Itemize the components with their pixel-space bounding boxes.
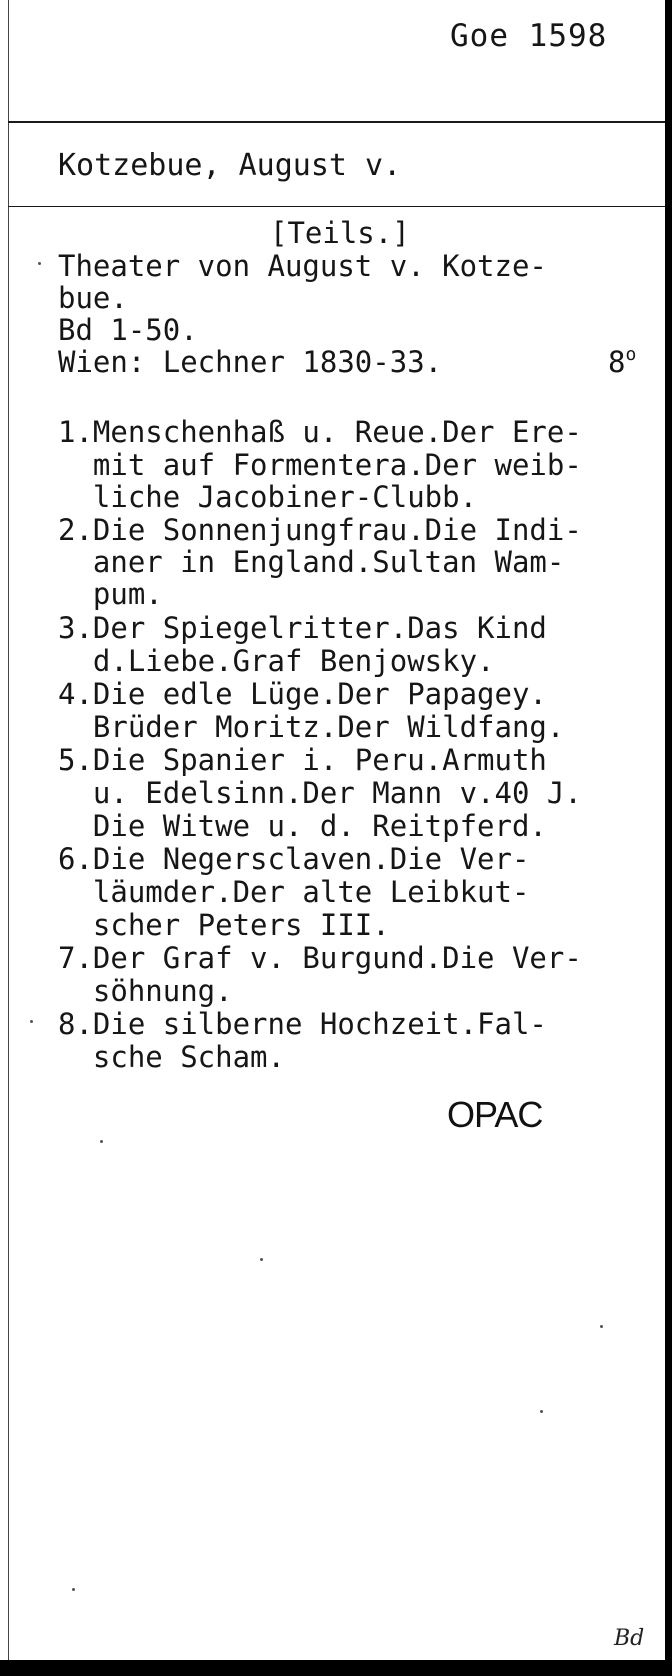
contents-line: pum. — [58, 577, 163, 611]
title-line: Theater von August v. Kotze- — [58, 249, 547, 283]
opac-stamp: OPAC — [447, 1094, 543, 1135]
contents-line: 1.Menschenhaß u. Reue.Der Ere- — [58, 415, 582, 449]
dust-speck — [30, 1020, 33, 1023]
scan-border-right — [665, 0, 672, 1676]
contents-line: scher Peters III. — [58, 908, 390, 942]
format-size — [608, 344, 636, 379]
contents-line: liche Jacobiner-Clubb. — [58, 480, 478, 514]
contents-line: sche Scham. — [58, 1040, 285, 1074]
dust-speck — [38, 262, 41, 265]
contents-line: 6.Die Negersclaven.Die Ver- — [58, 842, 530, 876]
contents-line: 4.Die edle Lüge.Der Papagey. — [58, 677, 547, 711]
contents-line: d.Liebe.Graf Benjowsky. — [58, 644, 495, 678]
title-line: bue. — [58, 281, 128, 315]
format-number: 8 — [608, 345, 626, 379]
contents-line: mit auf Formentera.Der weib- — [58, 448, 582, 482]
contents-line: läumder.Der alte Leibkut- — [58, 875, 530, 909]
volume-line: Bd 1-50. — [58, 313, 198, 347]
imprint-line: Wien: Lechner 1830-33. — [58, 345, 443, 379]
card-left-edge — [8, 0, 9, 1660]
header-divider — [8, 121, 665, 123]
dust-speck — [600, 1325, 603, 1328]
contents-line: Die Witwe u. d. Reitpferd. — [58, 809, 547, 843]
contents-line: söhnung. — [58, 974, 233, 1008]
author-divider — [8, 206, 665, 207]
call-number: Goe 1598 — [450, 18, 608, 54]
author-heading: Kotzebue, August v. — [58, 148, 402, 183]
dust-speck — [540, 1410, 543, 1413]
contents-line: Brüder Moritz.Der Wildfang. — [58, 710, 565, 744]
contents-line: 3.Der Spiegelritter.Das Kind — [58, 611, 547, 645]
handwritten-signature: Bd — [614, 1626, 645, 1651]
contents-line: u. Edelsinn.Der Mann v.40 J. — [58, 776, 582, 810]
dust-speck — [72, 1588, 75, 1591]
contents-line: 8.Die silberne Hochzeit.Fal- — [58, 1007, 547, 1041]
contents-line: 7.Der Graf v. Burgund.Die Ver- — [58, 941, 582, 975]
contents-line: 5.Die Spanier i. Peru.Armuth — [58, 743, 547, 777]
scan-border-bottom — [0, 1660, 672, 1676]
bracket-note: [Teils.] — [270, 216, 410, 250]
dust-speck — [100, 1140, 103, 1143]
format-superscript: o — [625, 344, 637, 365]
dust-speck — [260, 1258, 263, 1261]
contents-line: 2.Die Sonnenjungfrau.Die Indi- — [58, 513, 582, 547]
contents-line: aner in England.Sultan Wam- — [58, 545, 565, 579]
